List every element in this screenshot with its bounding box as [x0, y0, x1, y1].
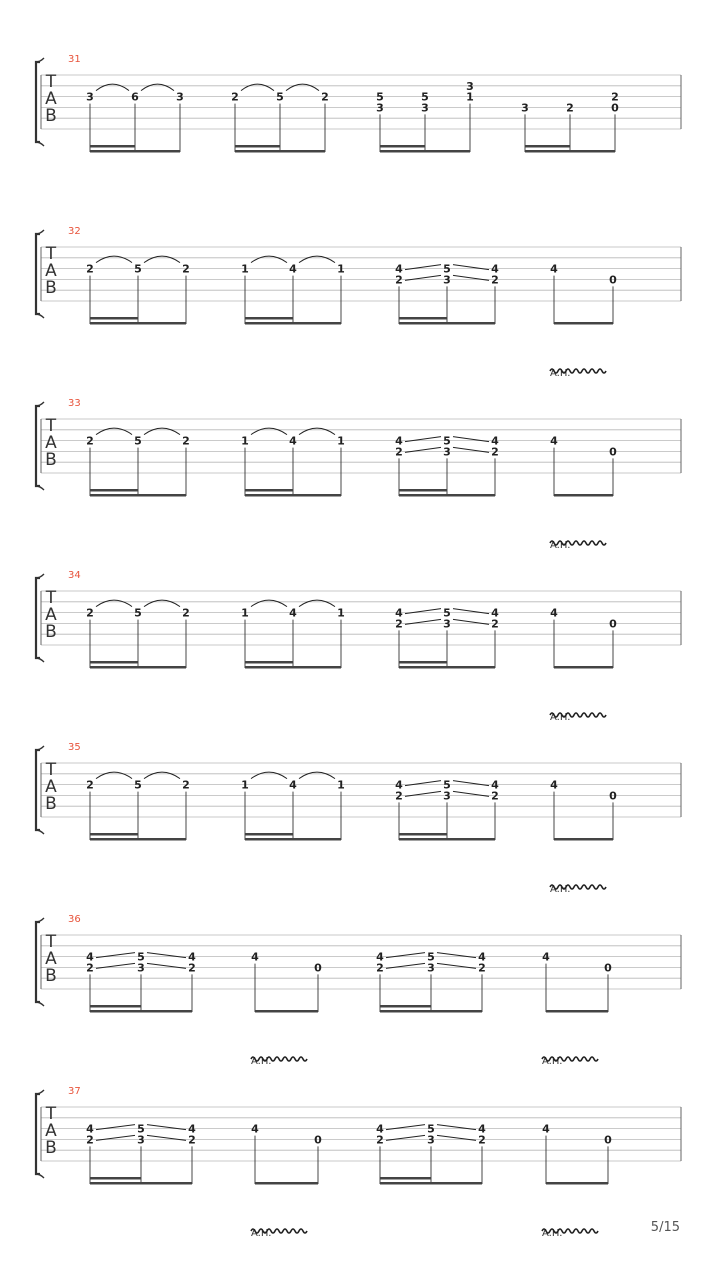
tab-clef-letter: T — [45, 760, 57, 780]
harmonic-marking — [550, 712, 606, 723]
fret-number: 2 — [491, 273, 499, 287]
beam-primary — [90, 150, 180, 153]
slur-arc — [96, 428, 132, 435]
fret-number: 2 — [491, 445, 499, 459]
fret-number: 0 — [609, 617, 617, 631]
fret-number: 3 — [443, 445, 451, 459]
fret-number: 3 — [86, 90, 94, 104]
bracket-hook-top — [36, 574, 44, 578]
fret-number: 4 — [550, 606, 558, 620]
measure-number: 35 — [68, 742, 81, 753]
tab-system — [36, 570, 681, 723]
fret-number: 3 — [376, 101, 384, 115]
slur-arc — [299, 256, 335, 263]
harmonic-marking — [550, 368, 606, 379]
fret-number: 5 — [134, 262, 142, 276]
beat-group — [86, 1123, 196, 1185]
harmonic-label: A.H. — [550, 884, 571, 895]
tab-clef-letter: A — [45, 605, 57, 625]
fret-number: 1 — [241, 434, 249, 448]
fret-number: 3 — [443, 617, 451, 631]
bracket-hook-bottom — [36, 1174, 44, 1178]
fret-number: 2 — [395, 273, 403, 287]
fret-number: 5 — [427, 950, 435, 964]
beat-group — [550, 263, 617, 325]
slur-arc — [251, 772, 287, 779]
beam-primary — [245, 838, 341, 841]
slur-arc — [251, 428, 287, 435]
measure-number: 31 — [68, 54, 81, 65]
fret-number: 3 — [443, 789, 451, 803]
fret-number: 2 — [182, 434, 190, 448]
beam-primary — [399, 494, 495, 497]
fret-number: 2 — [611, 90, 619, 104]
beat-group — [542, 1123, 612, 1185]
beam-primary — [554, 494, 613, 497]
system-bracket — [36, 922, 40, 1002]
beam-secondary — [90, 833, 138, 836]
bracket-hook-top — [36, 918, 44, 922]
fret-number: 4 — [188, 1122, 196, 1136]
slur-arc — [141, 84, 174, 91]
fret-number: 4 — [395, 778, 403, 792]
beam-secondary — [380, 145, 425, 148]
beam-secondary — [399, 661, 447, 664]
fret-number: 1 — [337, 262, 345, 276]
beam-primary — [90, 1182, 192, 1185]
beat-group — [550, 607, 617, 669]
bracket-hook-top — [36, 402, 44, 406]
bracket-hook-top — [36, 746, 44, 750]
bracket-hook-top — [36, 230, 44, 234]
fret-number: 2 — [86, 778, 94, 792]
tab-clef-letter: B — [45, 106, 57, 126]
fret-number: 4 — [542, 1122, 550, 1136]
tab-clef-letter: T — [45, 244, 57, 264]
beam-primary — [255, 1182, 318, 1185]
slur-arc — [96, 600, 132, 607]
fret-number: 2 — [321, 90, 329, 104]
tab-system — [36, 914, 681, 1067]
beat-group — [550, 779, 617, 841]
tab-clef-letter: T — [45, 72, 57, 92]
beam-primary — [380, 150, 470, 153]
tab-system — [36, 398, 681, 551]
fret-number: 0 — [604, 1133, 612, 1147]
tab-clef-letter: T — [45, 588, 57, 608]
fret-number: 4 — [376, 1122, 384, 1136]
slur-arc — [144, 256, 180, 263]
fret-number: 5 — [134, 778, 142, 792]
tab-clef-letter: A — [45, 89, 57, 109]
beat-group — [251, 951, 322, 1013]
fret-number: 2 — [395, 617, 403, 631]
beam-secondary — [245, 489, 293, 492]
beam-secondary — [245, 661, 293, 664]
measure-number: 33 — [68, 398, 81, 409]
fret-number: 2 — [86, 1133, 94, 1147]
fret-number: 4 — [289, 434, 297, 448]
fret-number: 5 — [376, 90, 384, 104]
beam-primary — [90, 838, 186, 841]
slur-arc — [96, 256, 132, 263]
fret-number: 4 — [491, 606, 499, 620]
beam-secondary — [380, 1177, 431, 1180]
harmonic-marking — [542, 1056, 598, 1067]
fret-number: 0 — [609, 789, 617, 803]
slur-arc — [299, 428, 335, 435]
tab-clef-letter: A — [45, 433, 57, 453]
bracket-hook-bottom — [36, 1002, 44, 1006]
bracket-hook-bottom — [36, 658, 44, 662]
tab-clef-letter: B — [45, 1138, 57, 1158]
fret-number: 0 — [314, 961, 322, 975]
fret-number: 3 — [421, 101, 429, 115]
beat-group — [542, 951, 612, 1013]
beat-group — [395, 435, 499, 497]
fret-number: 1 — [466, 90, 474, 104]
harmonic-label: A.H. — [550, 712, 571, 723]
tab-clef-letter: A — [45, 777, 57, 797]
beam-secondary — [245, 317, 293, 320]
fret-number: 2 — [86, 434, 94, 448]
beam-secondary — [90, 661, 138, 664]
beam-primary — [554, 838, 613, 841]
beam-primary — [245, 666, 341, 669]
harmonic-label: A.H. — [542, 1056, 563, 1067]
fret-number: 4 — [550, 778, 558, 792]
system-bracket — [36, 62, 40, 142]
harmonic-marking — [251, 1056, 307, 1067]
fret-number: 0 — [604, 961, 612, 975]
fret-number: 5 — [134, 606, 142, 620]
slur-arc — [299, 772, 335, 779]
beat-group — [395, 607, 499, 669]
fret-number: 3 — [427, 1133, 435, 1147]
fret-number: 2 — [231, 90, 239, 104]
fret-number: 5 — [443, 434, 451, 448]
fret-number: 2 — [478, 961, 486, 975]
beat-group — [86, 951, 196, 1013]
fret-number: 4 — [289, 262, 297, 276]
tab-system — [36, 54, 681, 153]
tab-system — [36, 1086, 681, 1239]
beam-secondary — [245, 833, 293, 836]
beam-primary — [399, 838, 495, 841]
fret-number: 4 — [289, 606, 297, 620]
fret-number: 4 — [251, 950, 259, 964]
tab-system — [36, 742, 681, 895]
harmonic-label: A.H. — [251, 1056, 272, 1067]
tab-clef-letter: B — [45, 622, 57, 642]
slur-arc — [251, 256, 287, 263]
tab-clef-letter: T — [45, 932, 57, 952]
beat-group — [376, 951, 486, 1013]
fret-number: 3 — [137, 1133, 145, 1147]
tab-clef-letter: A — [45, 949, 57, 969]
fret-number: 4 — [550, 434, 558, 448]
fret-number: 3 — [443, 273, 451, 287]
beam-primary — [380, 1010, 482, 1013]
beam-primary — [546, 1182, 608, 1185]
tab-clef-letter: A — [45, 1121, 57, 1141]
fret-number: 3 — [466, 79, 474, 93]
system-bracket — [36, 406, 40, 486]
fret-number: 2 — [182, 778, 190, 792]
fret-number: 2 — [491, 617, 499, 631]
system-bracket — [36, 750, 40, 830]
beat-group — [395, 779, 499, 841]
fret-number: 2 — [188, 1133, 196, 1147]
tab-clef-letter: B — [45, 794, 57, 814]
fret-number: 2 — [182, 262, 190, 276]
fret-number: 2 — [478, 1133, 486, 1147]
fret-number: 4 — [86, 950, 94, 964]
fret-number: 0 — [611, 101, 619, 115]
beam-primary — [90, 1010, 192, 1013]
fret-number: 0 — [314, 1133, 322, 1147]
fret-number: 5 — [427, 1122, 435, 1136]
beam-secondary — [399, 489, 447, 492]
beam-primary — [554, 666, 613, 669]
beat-group — [376, 80, 474, 153]
beam-primary — [525, 150, 615, 153]
beam-primary — [380, 1182, 482, 1185]
fret-number: 4 — [542, 950, 550, 964]
fret-number: 4 — [550, 262, 558, 276]
fret-number: 5 — [443, 262, 451, 276]
harmonic-label: A.H. — [550, 368, 571, 379]
bracket-hook-bottom — [36, 830, 44, 834]
fret-number: 2 — [86, 606, 94, 620]
fret-number: 0 — [609, 273, 617, 287]
beam-primary — [554, 322, 613, 325]
slur-arc — [286, 84, 319, 91]
slur-arc — [144, 600, 180, 607]
fret-number: 4 — [491, 434, 499, 448]
beam-secondary — [90, 1177, 141, 1180]
fret-number: 4 — [251, 1122, 259, 1136]
system-bracket — [36, 234, 40, 314]
fret-number: 5 — [276, 90, 284, 104]
fret-number: 2 — [566, 101, 574, 115]
beam-primary — [399, 666, 495, 669]
beam-secondary — [90, 1005, 141, 1008]
slur-arc — [96, 772, 132, 779]
fret-number: 1 — [337, 434, 345, 448]
fret-number: 3 — [521, 101, 529, 115]
fret-number: 2 — [395, 789, 403, 803]
harmonic-label: A.H. — [251, 1228, 272, 1239]
fret-number: 2 — [376, 961, 384, 975]
fret-number: 2 — [182, 606, 190, 620]
fret-number: 4 — [478, 950, 486, 964]
slur-arc — [96, 84, 129, 91]
beam-primary — [90, 666, 186, 669]
tab-clef-letter: B — [45, 278, 57, 298]
beat-group — [376, 1123, 486, 1185]
bracket-hook-bottom — [36, 142, 44, 146]
tab-clef-letter: B — [45, 450, 57, 470]
beam-secondary — [90, 145, 135, 148]
fret-number: 4 — [188, 950, 196, 964]
beam-primary — [399, 322, 495, 325]
beam-primary — [90, 322, 186, 325]
fret-number: 2 — [86, 961, 94, 975]
bracket-hook-top — [36, 58, 44, 62]
measure-number: 37 — [68, 1086, 81, 1097]
fret-number: 3 — [176, 90, 184, 104]
beam-secondary — [399, 317, 447, 320]
measure-number: 36 — [68, 914, 81, 925]
measure-number: 32 — [68, 226, 81, 237]
beat-group — [521, 91, 619, 153]
tab-clef-letter: B — [45, 966, 57, 986]
fret-number: 2 — [86, 262, 94, 276]
beat-group — [395, 263, 499, 325]
fret-number: 2 — [188, 961, 196, 975]
fret-number: 4 — [395, 434, 403, 448]
fret-number: 1 — [337, 606, 345, 620]
harmonic-label: A.H. — [542, 1228, 563, 1239]
fret-number: 0 — [609, 445, 617, 459]
beam-primary — [546, 1010, 608, 1013]
slur-arc — [251, 600, 287, 607]
beam-primary — [90, 494, 186, 497]
fret-number: 3 — [427, 961, 435, 975]
harmonic-marking — [550, 884, 606, 895]
fret-number: 2 — [395, 445, 403, 459]
harmonic-marking — [550, 540, 606, 551]
fret-number: 2 — [376, 1133, 384, 1147]
slur-arc — [299, 600, 335, 607]
fret-number: 4 — [289, 778, 297, 792]
tab-clef-letter: A — [45, 261, 57, 281]
page-number: 5/15 — [650, 1220, 680, 1235]
fret-number: 1 — [337, 778, 345, 792]
fret-number: 4 — [395, 262, 403, 276]
fret-number: 1 — [241, 606, 249, 620]
beat-group — [251, 1123, 322, 1185]
fret-number: 1 — [241, 262, 249, 276]
beam-secondary — [525, 145, 570, 148]
beam-primary — [245, 322, 341, 325]
fret-number: 4 — [478, 1122, 486, 1136]
fret-number: 5 — [443, 606, 451, 620]
fret-number: 6 — [131, 90, 139, 104]
bracket-hook-bottom — [36, 314, 44, 318]
harmonic-marking — [251, 1228, 307, 1239]
harmonic-marking — [542, 1228, 598, 1239]
fret-number: 2 — [491, 789, 499, 803]
fret-number: 1 — [241, 778, 249, 792]
beam-secondary — [90, 317, 138, 320]
measure-number: 34 — [68, 570, 81, 581]
fret-number: 4 — [376, 950, 384, 964]
beam-primary — [235, 150, 325, 153]
beam-secondary — [90, 489, 138, 492]
fret-number: 4 — [395, 606, 403, 620]
tab-clef-letter: T — [45, 416, 57, 436]
beat-group — [550, 435, 617, 497]
fret-number: 4 — [491, 262, 499, 276]
fret-number: 3 — [137, 961, 145, 975]
system-bracket — [36, 1094, 40, 1174]
slur-arc — [144, 428, 180, 435]
fret-number: 5 — [421, 90, 429, 104]
beam-secondary — [235, 145, 280, 148]
fret-number: 5 — [443, 778, 451, 792]
tab-system — [36, 226, 681, 379]
fret-number: 5 — [137, 950, 145, 964]
system-bracket — [36, 578, 40, 658]
slur-arc — [144, 772, 180, 779]
bracket-hook-top — [36, 1090, 44, 1094]
slur-arc — [241, 84, 274, 91]
beam-primary — [255, 1010, 318, 1013]
fret-number: 4 — [491, 778, 499, 792]
beam-secondary — [380, 1005, 431, 1008]
beam-secondary — [399, 833, 447, 836]
harmonic-label: A.H. — [550, 540, 571, 551]
beam-primary — [245, 494, 341, 497]
tab-clef-letter: T — [45, 1104, 57, 1124]
bracket-hook-bottom — [36, 486, 44, 490]
fret-number: 5 — [137, 1122, 145, 1136]
fret-number: 4 — [86, 1122, 94, 1136]
fret-number: 5 — [134, 434, 142, 448]
